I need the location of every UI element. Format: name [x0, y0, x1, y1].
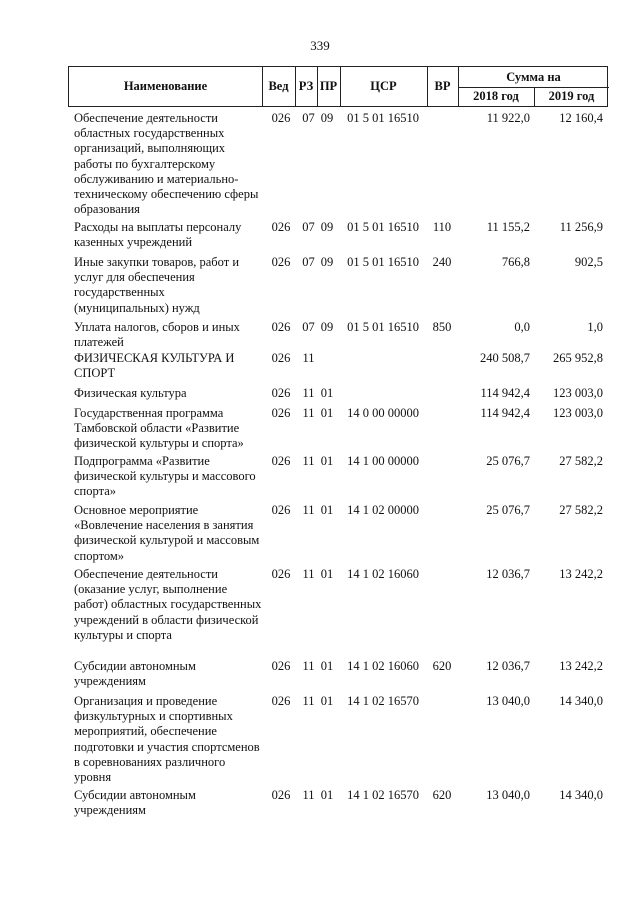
row-csr: 14 1 02 16060 [347, 567, 419, 581]
row-ved: 026 [271, 406, 291, 420]
row-ved: 026 [271, 788, 291, 802]
row-csr: 14 1 02 16570 [347, 788, 419, 802]
row-sum-2019: 13 242,2 [559, 659, 603, 673]
row-ved: 026 [271, 111, 291, 125]
row-name: Государственная программа Тамбовской области «Развитие физической культуры и спорта» [74, 406, 244, 451]
row-sum-2019: 265 952,8 [553, 351, 603, 365]
row-rz: 11 [302, 454, 315, 468]
row-pr: 01 [320, 694, 334, 708]
row-vr: 110 [432, 220, 452, 234]
row-sum-2018: 25 076,7 [486, 503, 530, 517]
row-ved: 026 [271, 694, 291, 708]
row-sum-2018: 11 922,0 [486, 111, 530, 125]
row-rz: 11 [302, 406, 315, 420]
row-ved: 026 [271, 454, 291, 468]
row-pr: 01 [320, 659, 334, 673]
row-name: Иные закупки товаров, работ и услуг для обеспечения государственных (муниципальных) нужд [74, 255, 240, 315]
row-csr: 01 5 01 16510 [347, 220, 419, 234]
header-year-2018: 2018 год [473, 89, 519, 103]
row-rz: 11 [302, 788, 315, 802]
row-rz: 11 [302, 351, 315, 365]
row-csr: 01 5 01 16510 [347, 111, 419, 125]
row-ved: 026 [271, 351, 291, 365]
row-ved: 026 [271, 255, 291, 269]
page-number: 339 [310, 38, 330, 53]
row-name: Субсидии автономным учреждениям [74, 659, 196, 689]
row-sum-2018: 13 040,0 [486, 694, 530, 708]
row-csr: 14 1 02 00000 [347, 503, 419, 517]
row-pr: 09 [320, 111, 334, 125]
header-pr: ПР [319, 79, 338, 93]
row-name: Обеспечение деятельности областных государственных организаций, выполняющих работы по бухгалтерскому обслуживанию и материально-техническому обеспечению сферы образования [74, 111, 259, 217]
row-ved: 026 [271, 386, 291, 400]
row-vr: 850 [432, 320, 452, 334]
row-sum-2018: 12 036,7 [486, 659, 530, 673]
row-ved: 026 [271, 220, 291, 234]
row-sum-2018: 114 942,4 [480, 406, 530, 420]
row-rz: 11 [302, 503, 315, 517]
row-ved: 026 [271, 320, 291, 334]
row-name: Расходы на выплаты персоналу казенных учреждений [74, 220, 242, 250]
row-name: Основное мероприятие «Вовлечение населения в занятия физической культурой и массовым спортом» [74, 503, 260, 563]
row-csr: 14 1 00 00000 [347, 454, 419, 468]
row-csr: 01 5 01 16510 [347, 255, 419, 269]
row-sum-2019: 14 340,0 [559, 694, 603, 708]
row-pr: 09 [320, 220, 334, 234]
row-vr: 240 [432, 255, 452, 269]
row-ved: 026 [271, 503, 291, 517]
header-ved: Вед [268, 79, 289, 93]
row-rz: 07 [302, 111, 315, 125]
row-csr: 01 5 01 16510 [347, 320, 419, 334]
row-pr: 01 [320, 567, 334, 581]
row-sum-2019: 14 340,0 [559, 788, 603, 802]
row-name: Подпрограмма «Развитие физической культуры и массового спорта» [74, 454, 256, 499]
table-header [68, 66, 608, 107]
row-sum-2019: 27 582,2 [559, 503, 603, 517]
row-sum-2018: 25 076,7 [486, 454, 530, 468]
row-name: Организация и проведение физкультурных и спортивных мероприятий, обеспечение подготовки и участия спортсменов в соревнованиях различного уровня [74, 694, 260, 785]
row-pr: 09 [320, 320, 334, 334]
header-csr: ЦСР [370, 79, 397, 93]
row-sum-2019: 1,0 [587, 320, 603, 334]
row-vr: 620 [432, 659, 452, 673]
row-sum-2019: 12 160,4 [559, 111, 603, 125]
row-sum-2018: 13 040,0 [486, 788, 530, 802]
row-name: ФИЗИЧЕСКАЯ КУЛЬТУРА И СПОРТ [74, 351, 235, 381]
row-rz: 11 [302, 567, 315, 581]
row-pr: 09 [320, 255, 334, 269]
row-name: Субсидии автономным учреждениям [74, 788, 196, 818]
row-name: Обеспечение деятельности (оказание услуг, выполнение работ) областных государственных учреждений в области физической культуры и спорта [74, 567, 262, 642]
row-vr: 620 [432, 788, 452, 802]
row-sum-2019: 123 003,0 [553, 406, 603, 420]
row-sum-2019: 123 003,0 [553, 386, 603, 400]
header-year-2019: 2019 год [548, 89, 595, 103]
row-rz: 11 [302, 694, 315, 708]
row-sum-2019: 13 242,2 [559, 567, 603, 581]
header-sum-on: Сумма на [506, 69, 561, 84]
row-sum-2018: 0,0 [514, 320, 530, 334]
header-vr: ВР [434, 79, 451, 93]
row-name: Физическая культура [74, 386, 187, 400]
row-csr: 14 0 00 00000 [347, 406, 419, 420]
row-rz: 11 [302, 659, 315, 673]
row-pr: 01 [320, 503, 334, 517]
header-name: Наименование [123, 79, 208, 93]
row-rz: 07 [302, 255, 315, 269]
row-rz: 07 [302, 320, 315, 334]
row-pr: 01 [320, 406, 334, 420]
header-rz: РЗ [298, 79, 314, 93]
row-pr: 01 [320, 788, 334, 802]
row-sum-2018: 11 155,2 [486, 220, 530, 234]
row-rz: 11 [302, 386, 315, 400]
row-name: Уплата налогов, сборов и иных платежей [74, 320, 240, 350]
row-ved: 026 [271, 567, 291, 581]
row-sum-2018: 766,8 [501, 255, 530, 269]
row-pr: 01 [320, 454, 334, 468]
row-csr: 14 1 02 16060 [347, 659, 419, 673]
row-rz: 07 [302, 220, 315, 234]
row-sum-2019: 902,5 [574, 255, 603, 269]
row-ved: 026 [271, 659, 291, 673]
row-sum-2018: 12 036,7 [486, 567, 530, 581]
row-sum-2019: 11 256,9 [559, 220, 603, 234]
row-sum-2018: 114 942,4 [480, 386, 530, 400]
row-csr: 14 1 02 16570 [347, 694, 419, 708]
row-sum-2018: 240 508,7 [480, 351, 530, 365]
row-sum-2019: 27 582,2 [559, 454, 603, 468]
row-pr: 01 [320, 386, 334, 400]
